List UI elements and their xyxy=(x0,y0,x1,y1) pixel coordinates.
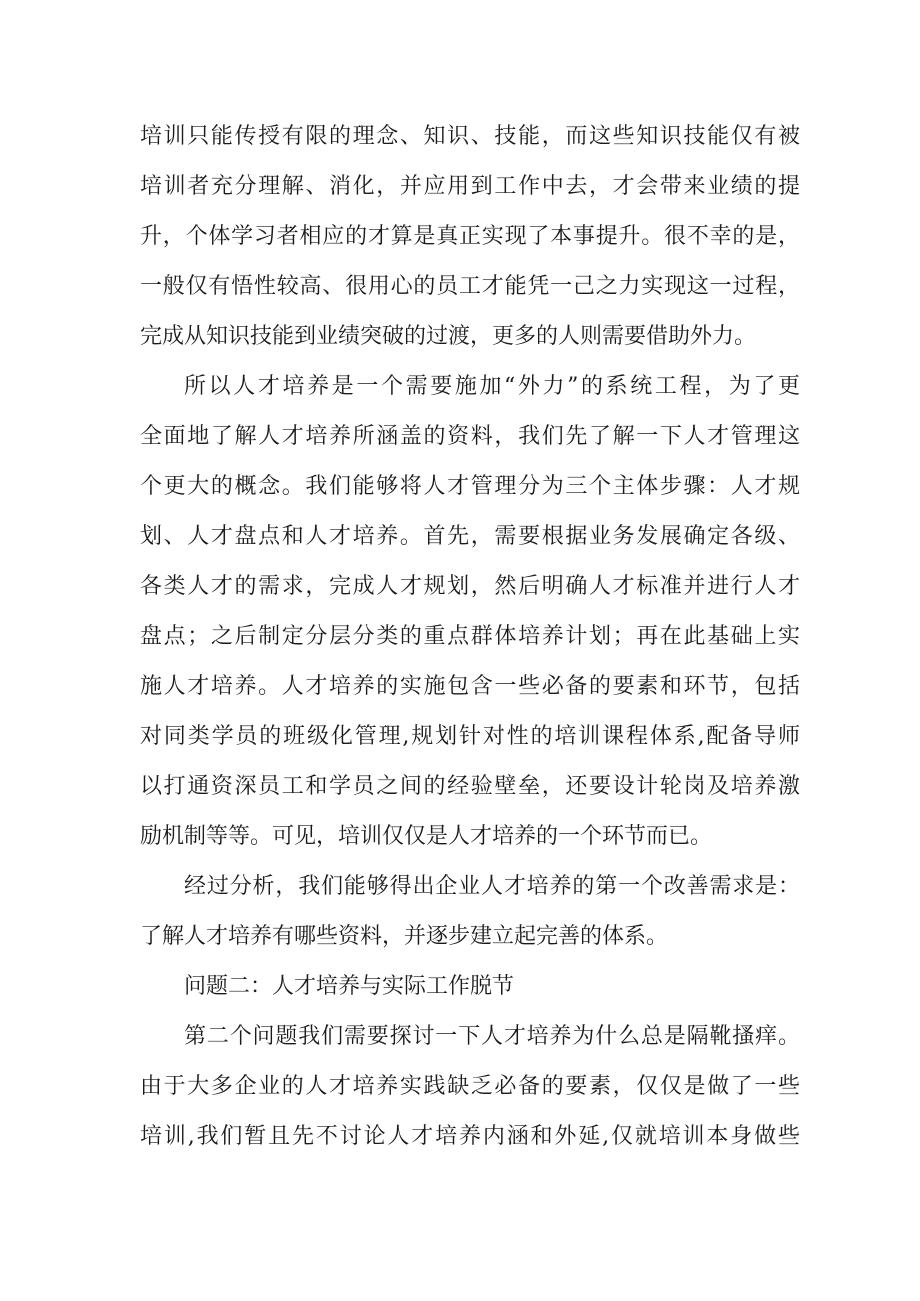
text-line: 对同类学员的班级化管理,规划针对性的培训课程体系,配备导师 xyxy=(140,724,800,749)
text-line: 盘点；之后制定分层分类的重点群体培养计划；再在此基础上实 xyxy=(140,624,800,649)
text-line: 升，个体学习者相应的才算是真正实现了本事提升。很不幸的是， xyxy=(140,224,800,249)
text-line: 个更大的概念。我们能够将人才管理分为三个主体步骤：人才规 xyxy=(140,474,800,499)
text-line: 培训只能传授有限的理念、知识、技能，而这些知识技能仅有被 xyxy=(140,124,800,149)
text-line: 培训,我们暂且先不讨论人才培养内涵和外延,仅就培训本身做些 xyxy=(140,1124,800,1149)
text-line: 了解人才培养有哪些资料，并逐步建立起完善的体系。 xyxy=(140,924,669,949)
text-line: 由于大多企业的人才培养实践缺乏必备的要素，仅仅是做了一些 xyxy=(140,1074,800,1099)
text-line: 培训者充分理解、消化，并应用到工作中去，才会带来业绩的提 xyxy=(140,174,800,199)
text-line: 划、人才盘点和人才培养。首先，需要根据业务发展确定各级、 xyxy=(140,524,800,549)
text-line: 施人才培养。人才培养的实施包含一些必备的要素和环节，包括 xyxy=(140,674,800,699)
text-line: 以打通资深员工和学员之间的经验壁垒，还要设计轮岗及培养激 xyxy=(140,774,800,799)
text-line: 第二个问题我们需要探讨一下人才培养为什么总是隔靴搔痒。 xyxy=(184,1024,800,1049)
text-line: 各类人才的需求，完成人才规划，然后明确人才标准并进行人才 xyxy=(140,574,800,599)
text-line: 全面地了解人才培养所涵盖的资料，我们先了解一下人才管理这 xyxy=(140,424,800,449)
text-line: 一般仅有悟性较高、很用心的员工才能凭一己之力实现这一过程， xyxy=(140,274,800,299)
text-line: 问题二：人才培养与实际工作脱节 xyxy=(184,974,515,999)
text-line: 励机制等等。可见，培训仅仅是人才培养的一个环节而已。 xyxy=(140,824,713,849)
text-line: 经过分析，我们能够得出企业人才培养的第一个改善需求是： xyxy=(184,874,800,899)
text-line: 完成从知识技能到业绩突破的过渡，更多的人则需要借助外力。 xyxy=(140,324,757,349)
body-text xyxy=(140,112,800,1162)
text-line: 所以人才培养是一个需要施加“外力”的系统工程，为了更 xyxy=(184,374,800,399)
